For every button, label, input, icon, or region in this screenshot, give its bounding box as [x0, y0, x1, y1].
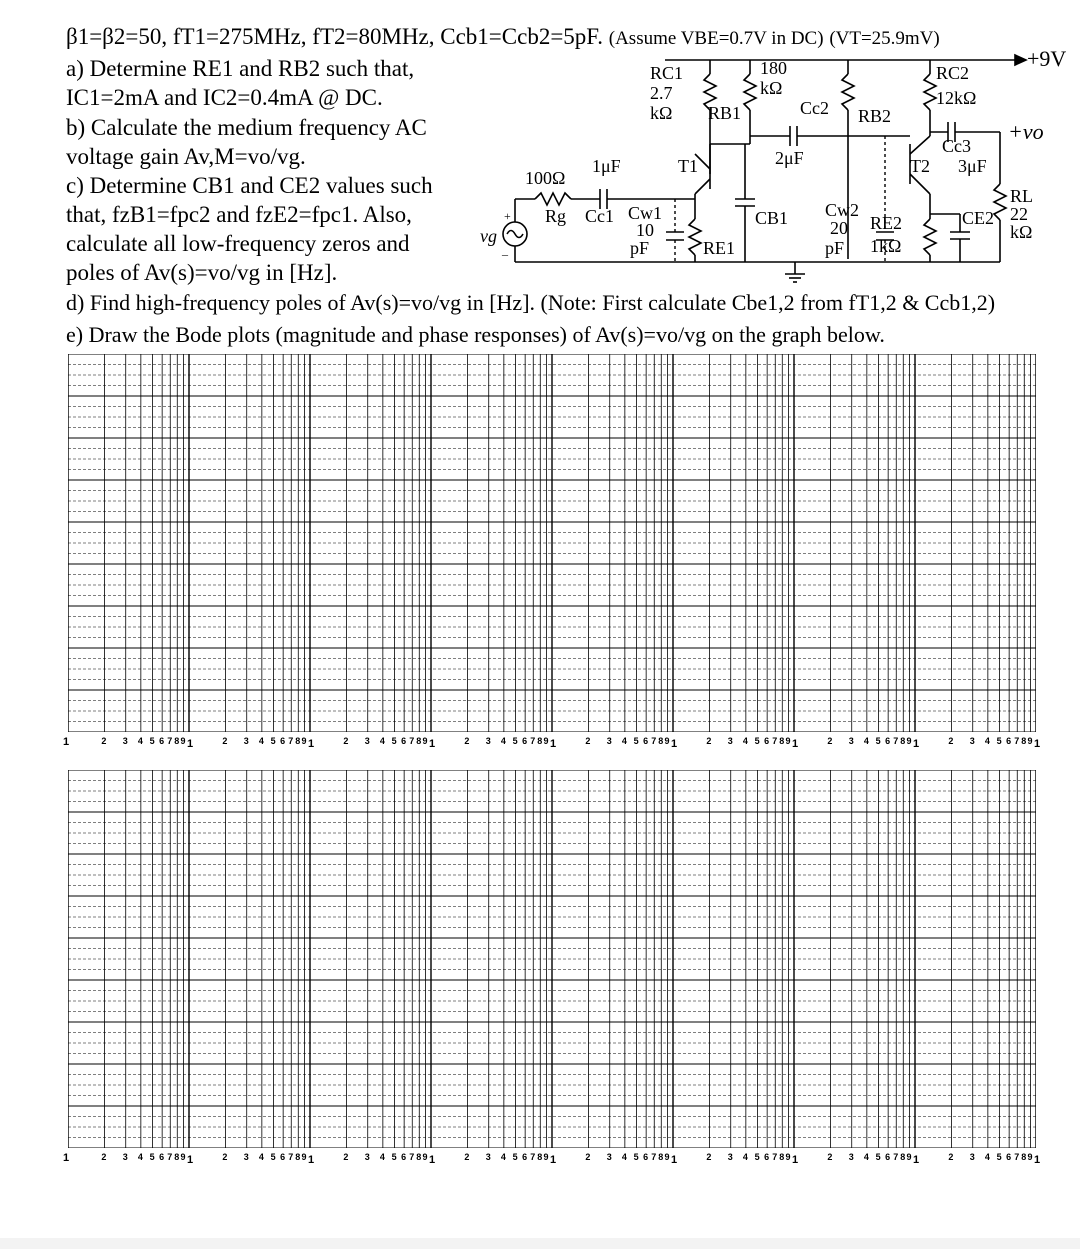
axis-tick-label: 6	[401, 1152, 407, 1162]
axis-tick-label: 5	[270, 736, 276, 746]
axis-tick-label: 8	[1021, 736, 1027, 746]
part-d-line: d) Find high-frequency poles of Av(s)=vo/vg in [Hz]. (Note: First calculate Cbe1,2 from fT1,2 & Ccb1,2)	[66, 290, 996, 315]
part-c-line-2: that, fzB1=fpc2 and fzE2=fpc1. Also,	[66, 202, 412, 227]
axis-tick-label: 2	[585, 1152, 591, 1162]
cw1-value-1: 10	[636, 220, 654, 240]
rc1-value-1: 2.7	[650, 83, 673, 103]
axis-tick-label: 3	[969, 736, 975, 746]
axis-tick-label: 9	[1027, 1152, 1033, 1162]
axis-tick-label: 5	[391, 1152, 397, 1162]
part-c-line-4: poles of Av(s)=vo/vg in [Hz].	[66, 260, 338, 285]
axis-tick-label: 3	[848, 736, 854, 746]
part-c-line-1: c) Determine CB1 and CE2 values such	[66, 173, 433, 198]
axis-tick-label: 7	[530, 1152, 536, 1162]
magnitude-grid	[68, 354, 1036, 732]
phase-axis-labels	[0, 1152, 1080, 1166]
axis-tick-label: 8	[416, 736, 422, 746]
axis-decade-label: 1	[429, 1154, 436, 1166]
axis-decade-label: 1	[308, 1154, 315, 1166]
rl-name: RL	[1010, 186, 1034, 206]
vg-label: vg	[480, 226, 497, 246]
axis-tick-label: 9	[301, 1152, 307, 1162]
axis-tick-label: 2	[706, 1152, 712, 1162]
axis-tick-label: 2	[827, 736, 833, 746]
axis-tick-label: 4	[379, 736, 385, 746]
axis-tick-label: 9	[906, 1152, 912, 1162]
axis-tick-label: 6	[643, 1152, 649, 1162]
axis-tick-label: 3	[122, 736, 128, 746]
axis-tick-label: 4	[258, 1152, 264, 1162]
axis-tick-label: 9	[422, 1152, 428, 1162]
axis-decade-label: 1	[187, 738, 194, 750]
axis-tick-label: 9	[180, 1152, 186, 1162]
axis-tick-label: 5	[633, 736, 639, 746]
axis-tick-label: 6	[1006, 736, 1012, 746]
axis-tick-label: 8	[658, 736, 664, 746]
axis-tick-label: 4	[379, 1152, 385, 1162]
rg-name: Rg	[545, 206, 567, 226]
given-params: β1=β2=50, fT1=275MHz, fT2=80MHz, Ccb1=Ccb2=5pF.	[66, 24, 603, 49]
cc3-name: Cc3	[942, 136, 971, 156]
axis-tick-label: 7	[530, 736, 536, 746]
rb2-name: RB2	[858, 106, 892, 126]
axis-tick-label: 5	[512, 1152, 518, 1162]
axis-tick-label: 3	[969, 1152, 975, 1162]
axis-tick-label: 9	[664, 736, 670, 746]
axis-decade-label: 1	[1034, 1154, 1041, 1166]
axis-tick-label: 3	[606, 1152, 612, 1162]
axis-decade-label: 1	[308, 738, 315, 750]
axis-tick-label: 7	[288, 1152, 294, 1162]
vg-plus: +	[504, 209, 511, 223]
ce2-name: CE2	[962, 208, 995, 228]
axis-tick-label: 8	[537, 1152, 543, 1162]
supply-label: +9V	[1027, 46, 1067, 71]
axis-tick-label: 9	[785, 736, 791, 746]
axis-tick-label: 4	[621, 736, 627, 746]
rb1-value-2: kΩ	[760, 78, 783, 98]
cw2-name: Cw2	[825, 200, 860, 220]
axis-tick-label: 6	[159, 736, 165, 746]
axis-tick-label: 4	[984, 1152, 990, 1162]
axis-tick-label: 7	[651, 736, 657, 746]
axis-decade-label: 1	[550, 738, 557, 750]
axis-tick-label: 8	[900, 1152, 906, 1162]
axis-decade-label: 1	[429, 738, 436, 750]
axis-tick-label: 4	[258, 736, 264, 746]
axis-tick-label: 5	[391, 736, 397, 746]
axis-tick-label: 2	[101, 1152, 107, 1162]
axis-tick-label: 2	[101, 736, 107, 746]
axis-tick-label: 4	[621, 1152, 627, 1162]
magnitude-axis-labels	[0, 736, 1080, 750]
rc1-name: RC1	[650, 63, 684, 83]
axis-tick-label: 6	[643, 736, 649, 746]
axis-tick-label: 7	[1014, 1152, 1020, 1162]
axis-tick-label: 8	[779, 736, 785, 746]
cc1-name: Cc1	[585, 206, 614, 226]
axis-tick-label: 3	[848, 1152, 854, 1162]
axis-tick-label: 6	[885, 736, 891, 746]
axis-tick-label: 4	[137, 1152, 143, 1162]
vg-minus: _	[502, 243, 508, 257]
axis-tick-label: 5	[633, 1152, 639, 1162]
cc2-name: Cc2	[800, 98, 829, 118]
axis-tick-label: 4	[742, 1152, 748, 1162]
axis-tick-label: 3	[485, 1152, 491, 1162]
axis-tick-label: 4	[863, 1152, 869, 1162]
axis-tick-label: 8	[779, 1152, 785, 1162]
axis-start-label: 1	[63, 1152, 70, 1164]
axis-tick-label: 5	[754, 736, 760, 746]
part-b-line-2: voltage gain Av,M=vo/vg.	[66, 144, 306, 169]
rg-value: 100Ω	[525, 168, 566, 188]
axis-tick-label: 4	[137, 736, 143, 746]
bode-magnitude-graph	[68, 354, 1036, 732]
axis-tick-label: 3	[485, 736, 491, 746]
axis-tick-label: 8	[416, 1152, 422, 1162]
axis-tick-label: 2	[948, 1152, 954, 1162]
cc3-value: 3μF	[958, 156, 987, 176]
axis-tick-label: 5	[149, 736, 155, 746]
axis-tick-label: 5	[996, 736, 1002, 746]
axis-tick-label: 4	[500, 1152, 506, 1162]
axis-tick-label: 8	[900, 736, 906, 746]
axis-tick-label: 7	[288, 736, 294, 746]
axis-tick-label: 2	[827, 1152, 833, 1162]
axis-tick-label: 3	[727, 1152, 733, 1162]
axis-tick-label: 7	[409, 1152, 415, 1162]
axis-tick-label: 7	[167, 1152, 173, 1162]
axis-tick-label: 2	[343, 736, 349, 746]
axis-tick-label: 6	[764, 1152, 770, 1162]
axis-tick-label: 6	[280, 736, 286, 746]
axis-tick-label: 7	[893, 1152, 899, 1162]
axis-tick-label: 6	[159, 1152, 165, 1162]
axis-tick-label: 8	[1021, 1152, 1027, 1162]
cw2-value-2: pF	[825, 238, 845, 258]
axis-tick-label: 6	[522, 1152, 528, 1162]
axis-tick-label: 4	[500, 736, 506, 746]
axis-tick-label: 6	[401, 736, 407, 746]
axis-tick-label: 9	[906, 736, 912, 746]
rc2-value: 12kΩ	[936, 88, 977, 108]
axis-tick-label: 4	[984, 736, 990, 746]
axis-tick-label: 3	[364, 736, 370, 746]
axis-tick-label: 5	[875, 1152, 881, 1162]
axis-tick-label: 4	[742, 736, 748, 746]
given-assume: (Assume VBE=0.7V in DC)	[608, 28, 824, 49]
axis-decade-label: 1	[792, 738, 799, 750]
rl-value-1: 22	[1010, 204, 1028, 224]
axis-tick-label: 7	[772, 736, 778, 746]
axis-tick-label: 8	[295, 1152, 301, 1162]
axis-tick-label: 4	[863, 736, 869, 746]
axis-tick-label: 8	[295, 736, 301, 746]
axis-start-label: 1	[63, 736, 70, 748]
part-c-line-3: calculate all low-frequency zeros and	[66, 231, 410, 256]
axis-tick-label: 6	[885, 1152, 891, 1162]
axis-decade-label: 1	[671, 738, 678, 750]
bottom-scrollbar-strip	[0, 1238, 1080, 1249]
axis-decade-label: 1	[913, 738, 920, 750]
cb1-name: CB1	[755, 208, 789, 228]
axis-tick-label: 7	[409, 736, 415, 746]
axis-tick-label: 2	[585, 736, 591, 746]
axis-tick-label: 3	[727, 736, 733, 746]
axis-tick-label: 7	[1014, 736, 1020, 746]
axis-decade-label: 1	[1034, 738, 1041, 750]
axis-decade-label: 1	[187, 1154, 194, 1166]
axis-tick-label: 5	[270, 1152, 276, 1162]
axis-tick-label: 6	[764, 736, 770, 746]
axis-decade-label: 1	[792, 1154, 799, 1166]
t2-label: T2	[910, 156, 930, 176]
rc2-name: RC2	[936, 63, 970, 83]
axis-tick-label: 9	[180, 736, 186, 746]
axis-tick-label: 9	[1027, 736, 1033, 746]
axis-decade-label: 1	[550, 1154, 557, 1166]
vo-label: +vo	[1008, 119, 1044, 144]
axis-tick-label: 6	[522, 736, 528, 746]
axis-tick-label: 5	[754, 1152, 760, 1162]
axis-tick-label: 2	[222, 736, 228, 746]
axis-tick-label: 3	[243, 736, 249, 746]
axis-tick-label: 6	[1006, 1152, 1012, 1162]
cc1-value: 1μF	[592, 156, 621, 176]
axis-decade-label: 1	[913, 1154, 920, 1166]
part-a-line-1: a) Determine RE1 and RB2 such that,	[66, 56, 415, 81]
phase-grid	[68, 770, 1036, 1148]
axis-tick-label: 3	[243, 1152, 249, 1162]
cw1-name: Cw1	[628, 203, 663, 223]
axis-tick-label: 3	[122, 1152, 128, 1162]
axis-tick-label: 2	[948, 736, 954, 746]
axis-tick-label: 5	[149, 1152, 155, 1162]
axis-tick-label: 5	[996, 1152, 1002, 1162]
circuit-schematic	[470, 44, 1070, 294]
axis-tick-label: 8	[537, 736, 543, 746]
axis-tick-label: 2	[343, 1152, 349, 1162]
rc1-value-2: kΩ	[650, 103, 673, 123]
axis-tick-label: 5	[512, 736, 518, 746]
axis-tick-label: 3	[606, 736, 612, 746]
axis-tick-label: 8	[658, 1152, 664, 1162]
axis-tick-label: 2	[464, 1152, 470, 1162]
axis-decade-label: 1	[671, 1154, 678, 1166]
axis-tick-label: 2	[706, 736, 712, 746]
cc2-value: 2μF	[775, 148, 804, 168]
given-vt: (VT=25.9mV)	[829, 28, 940, 49]
axis-tick-label: 9	[422, 736, 428, 746]
axis-tick-label: 9	[664, 1152, 670, 1162]
cw2-value-1: 20	[830, 218, 848, 238]
axis-tick-label: 9	[785, 1152, 791, 1162]
axis-tick-label: 7	[651, 1152, 657, 1162]
re2-name: RE2	[870, 213, 903, 233]
axis-tick-label: 9	[543, 736, 549, 746]
axis-tick-label: 9	[543, 1152, 549, 1162]
cw1-value-2: pF	[630, 238, 650, 258]
part-a-line-2: IC1=2mA and IC2=0.4mA @ DC.	[66, 85, 383, 110]
part-b-line-1: b) Calculate the medium frequency AC	[66, 115, 427, 140]
axis-tick-label: 2	[464, 736, 470, 746]
axis-tick-label: 7	[772, 1152, 778, 1162]
bode-phase-graph	[68, 770, 1036, 1148]
re2-value: 1kΩ	[870, 236, 902, 256]
axis-tick-label: 7	[893, 736, 899, 746]
part-e-line: e) Draw the Bode plots (magnitude and phase responses) of Av(s)=vo/vg on the graph below.	[66, 322, 885, 347]
axis-tick-label: 2	[222, 1152, 228, 1162]
axis-tick-label: 5	[875, 736, 881, 746]
rb1-name: RB1	[708, 103, 742, 123]
axis-tick-label: 8	[174, 736, 180, 746]
axis-tick-label: 7	[167, 736, 173, 746]
axis-tick-label: 3	[364, 1152, 370, 1162]
axis-tick-label: 6	[280, 1152, 286, 1162]
axis-tick-label: 9	[301, 736, 307, 746]
rl-value-2: kΩ	[1010, 222, 1033, 242]
rb1-value-1: 180	[760, 58, 787, 78]
t1-label: T1	[678, 156, 698, 176]
axis-tick-label: 8	[174, 1152, 180, 1162]
re1-name: RE1	[703, 238, 736, 258]
